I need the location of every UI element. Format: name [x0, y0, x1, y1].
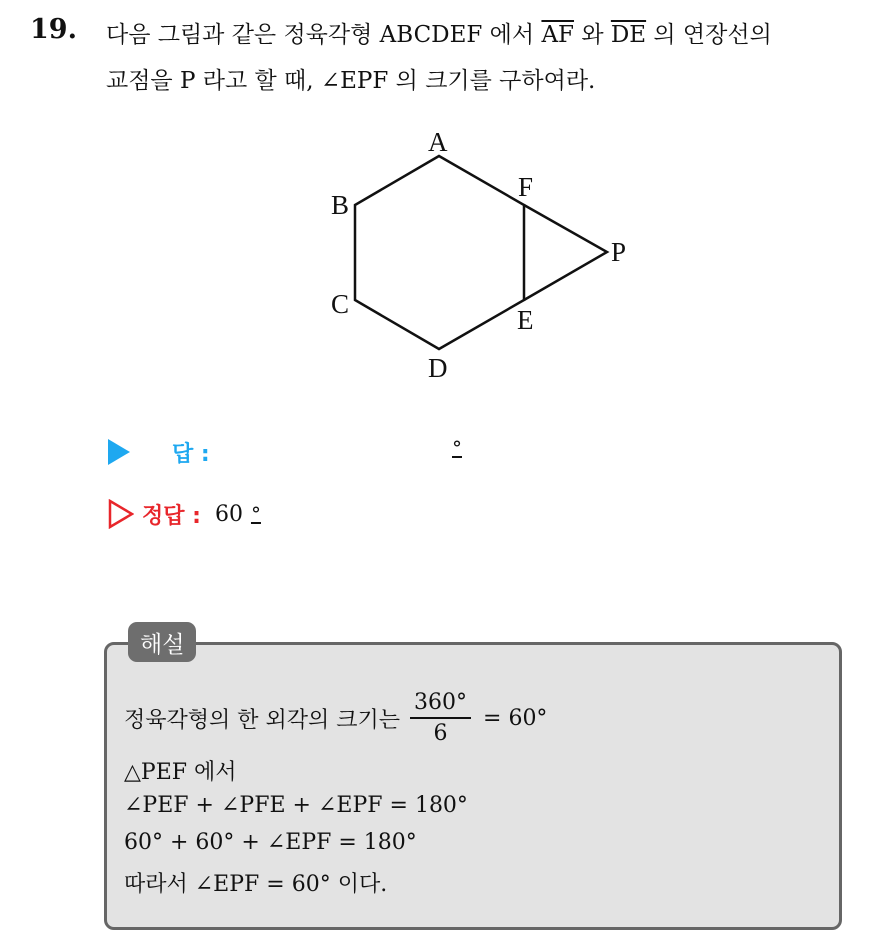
explanation-text-1: 정육각형의 한 외각의 크기는 — [124, 707, 401, 733]
correct-answer-row — [108, 496, 261, 532]
question-text-1c: 의 연장선의 — [646, 22, 772, 48]
play-triangle-icon — [108, 439, 130, 465]
outline-triangle-icon — [108, 499, 134, 529]
answer-row — [108, 434, 462, 470]
explanation-line-5: 따라서 ∠EPF = 60° 이다. — [124, 872, 388, 897]
explanation-result-1: = 60° — [483, 705, 548, 731]
label-f: F — [518, 172, 534, 202]
answer-degree-unit: ° — [452, 436, 462, 460]
label-c: C — [331, 289, 350, 319]
label-a: A — [428, 127, 448, 157]
label-b: B — [331, 190, 350, 220]
correct-degree-unit: ° — [250, 502, 261, 526]
correct-answer-label: 정답 : — [142, 503, 201, 529]
explanation-line-2: △PEF 에서 — [124, 760, 237, 785]
explanation-line-1 — [124, 690, 547, 746]
hexagon-abcdef — [355, 156, 524, 349]
question-text-1a: 다음 그림과 같은 정육각형 ABCDEF 에서 — [106, 22, 542, 48]
fraction-numerator: 360° — [410, 690, 471, 719]
segment-de: $\overline{DE}$ — [610, 22, 647, 48]
fraction — [410, 690, 471, 746]
question-text-1b: 와 — [574, 22, 611, 48]
label-e: E — [517, 305, 534, 335]
segment-af: $\overline{AF}$ — [541, 22, 575, 48]
fraction-denominator: 6 — [433, 721, 448, 746]
explanation-line-3: ∠PEF + ∠PFE + ∠EPF = 180° — [124, 793, 468, 818]
explanation-line-4: 60° + 60° + ∠EPF = 180° — [124, 830, 417, 855]
triangle-sides-fp-ep — [524, 205, 607, 300]
question-line-2: 교점을 P 라고 할 때, ∠EPF 의 크기를 구하여라. — [106, 68, 596, 94]
explanation-tag: 해설 — [128, 622, 196, 662]
correct-answer-value: 60 — [214, 501, 243, 527]
hexagon-figure — [0, 0, 884, 420]
answer-label: 답 : — [172, 441, 210, 467]
question-number: 19. — [30, 14, 77, 45]
label-p: P — [611, 237, 627, 267]
label-d: D — [428, 353, 448, 383]
